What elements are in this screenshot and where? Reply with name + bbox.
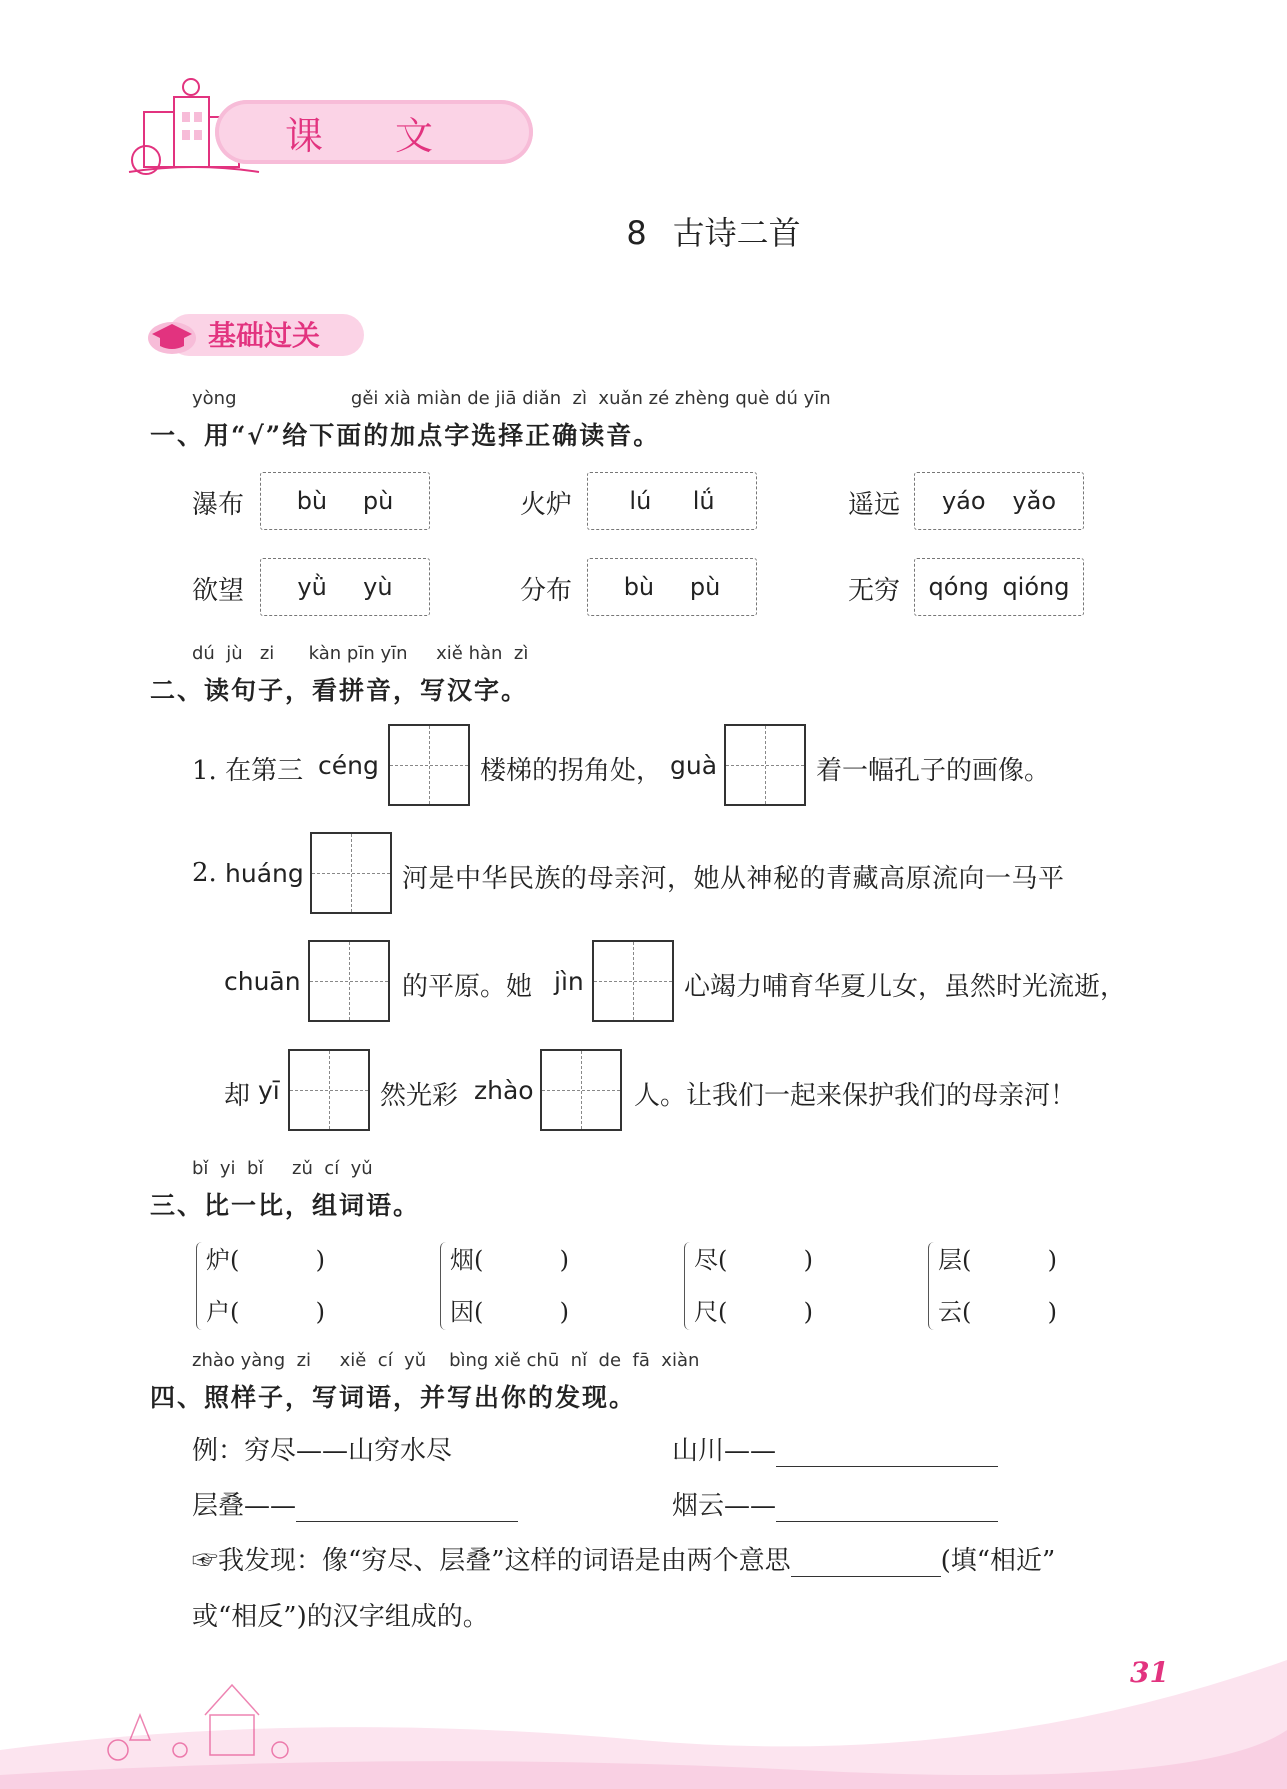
write-box[interactable] <box>310 832 392 914</box>
footer-wave-decoration <box>0 1600 1287 1789</box>
word-pair-row[interactable]: 炉( ) <box>206 1246 326 1274</box>
q2-s2-pinyin-1: huáng <box>225 859 304 888</box>
header-banner-text: 课 文 <box>284 113 464 158</box>
word-pair-row[interactable]: 户( ) <box>206 1298 326 1326</box>
q2-s1-pinyin-2: guà <box>670 751 718 780</box>
q2-s4-pinyin-1: yī <box>258 1076 280 1105</box>
graduation-cap-icon <box>146 316 198 356</box>
word-pair-row[interactable]: 云( ) <box>938 1298 1058 1326</box>
option[interactable]: qóng <box>928 573 989 601</box>
write-box[interactable] <box>388 724 470 806</box>
q4-word-label: 烟云—— <box>672 1491 777 1521</box>
q4-word-yanyun <box>672 1485 998 1522</box>
option[interactable]: qióng <box>1002 573 1070 601</box>
q2-s3-c: 心竭力哺育华夏儿女，虽然时光流逝， <box>684 972 1127 1002</box>
answer-line[interactable] <box>296 1495 518 1522</box>
option[interactable]: bù <box>296 487 328 515</box>
word-pair-group-2 <box>440 1236 620 1336</box>
q2-s3-b: 的平原。她 <box>402 972 533 1002</box>
q1-option-box-2[interactable] <box>587 472 757 530</box>
lesson-title <box>0 208 1287 254</box>
q4-title: 四、照样子，写词语，并写出你的发现。 <box>150 1383 637 1412</box>
q1-word-6: 无穷 <box>848 576 901 606</box>
q4-word-cengdie <box>192 1485 518 1522</box>
word-pair-row[interactable]: 尺( ) <box>694 1298 814 1326</box>
option[interactable]: pù <box>362 487 394 515</box>
write-box[interactable] <box>724 724 806 806</box>
q2-s4-b: 然光彩 <box>380 1081 459 1111</box>
q2-s1-c: 着一幅孔子的画像。 <box>816 756 1051 786</box>
q2-s2-a: 2. <box>192 858 217 888</box>
q4-word-label: 层叠—— <box>192 1491 297 1521</box>
option[interactable]: yǜ <box>297 573 327 601</box>
q1-option-box-5[interactable] <box>587 558 757 616</box>
answer-line[interactable] <box>791 1550 941 1577</box>
option[interactable]: lú <box>629 487 652 515</box>
q1-word-3: 遥远 <box>848 490 901 520</box>
section-title: 基础过关 <box>208 319 321 352</box>
write-box[interactable] <box>288 1049 370 1131</box>
q4-discover-line <box>192 1540 1055 1577</box>
q1-title: 一、用“√”给下面的加点字选择正确读音。 <box>150 421 661 450</box>
q2-s1-pinyin-1: céng <box>318 751 379 780</box>
q2-pinyin: dú jù zi kàn pīn yīn xiě hàn zì <box>192 643 529 664</box>
word-pair-row[interactable]: 因( ) <box>450 1298 570 1326</box>
q1-option-box-6[interactable] <box>914 558 1084 616</box>
q1-word-1: 瀑布 <box>192 490 245 520</box>
q2-s4-a: 却 <box>224 1081 251 1111</box>
q4-pinyin: zhào yàng zi xiě cí yǔ bìng xiě chū nǐ de fā xiàn <box>192 1350 700 1371</box>
q1-option-box-1[interactable] <box>260 472 430 530</box>
q1-word-5: 分布 <box>520 576 573 606</box>
lesson-title-text: 古诗二首 <box>672 214 801 252</box>
answer-line[interactable] <box>776 1495 998 1522</box>
q2-s1-b: 楼梯的拐角处， <box>480 756 663 786</box>
word-pair-row[interactable]: 烟( ) <box>450 1246 570 1274</box>
q4-discover-text-c: 或“相反”)的汉字组成的。 <box>192 1602 489 1632</box>
q1-option-box-4[interactable] <box>260 558 430 616</box>
write-box[interactable] <box>592 940 674 1022</box>
word-pair-group-4 <box>928 1236 1108 1336</box>
word-pair-group-1 <box>196 1236 376 1336</box>
q4-word-label: 山川—— <box>672 1436 777 1466</box>
word-pair-row[interactable]: 尽( ) <box>694 1246 814 1274</box>
q1-pinyin: yòng gěi xià miàn de jiā diǎn zì xuǎn zé zhèng què dú yīn <box>192 388 831 409</box>
answer-line[interactable] <box>776 1440 998 1467</box>
q2-s4-pinyin-2: zhào <box>474 1076 534 1105</box>
option[interactable]: bù <box>623 573 655 601</box>
q2-s1-a: 1. 在第三 <box>192 756 304 786</box>
q4-discover-text-b: (填“相近” <box>940 1546 1056 1576</box>
word-pair-group-3 <box>684 1236 864 1336</box>
option[interactable]: yù <box>363 573 393 601</box>
write-box[interactable] <box>540 1049 622 1131</box>
q3-pinyin: bǐ yi bǐ zǔ cí yǔ <box>192 1158 373 1179</box>
option[interactable]: lǘ <box>692 487 715 515</box>
lesson-number: 8 <box>626 214 647 252</box>
q2-title: 二、读句子，看拼音，写汉字。 <box>150 676 529 705</box>
q2-s3-pinyin-1: chuān <box>224 967 301 996</box>
q2-s4-c: 人。让我们一起来保护我们的母亲河！ <box>634 1081 1077 1111</box>
option[interactable]: yǎo <box>1012 487 1057 515</box>
write-box[interactable] <box>308 940 390 1022</box>
q1-word-4: 欲望 <box>192 576 245 606</box>
q4-discover-text-a: ☞我发现：像“穷尽、层叠”这样的词语是由两个意思 <box>192 1546 791 1576</box>
page-number: 31 <box>1130 1656 1169 1689</box>
word-pair-row[interactable]: 层( ) <box>938 1246 1058 1274</box>
option[interactable]: yáo <box>941 487 986 515</box>
q1-word-2: 火炉 <box>520 490 573 520</box>
q1-option-box-3[interactable] <box>914 472 1084 530</box>
q2-s2-b: 河是中华民族的母亲河，她从神秘的青藏高原流向一马平 <box>402 864 1065 894</box>
q4-word-shanchuan <box>672 1430 998 1467</box>
q4-example: 例：穷尽——山穷水尽 <box>192 1436 453 1466</box>
q3-title: 三、比一比，组词语。 <box>150 1191 421 1220</box>
option[interactable]: pù <box>689 573 721 601</box>
q2-s3-pinyin-2: jìn <box>554 967 584 996</box>
